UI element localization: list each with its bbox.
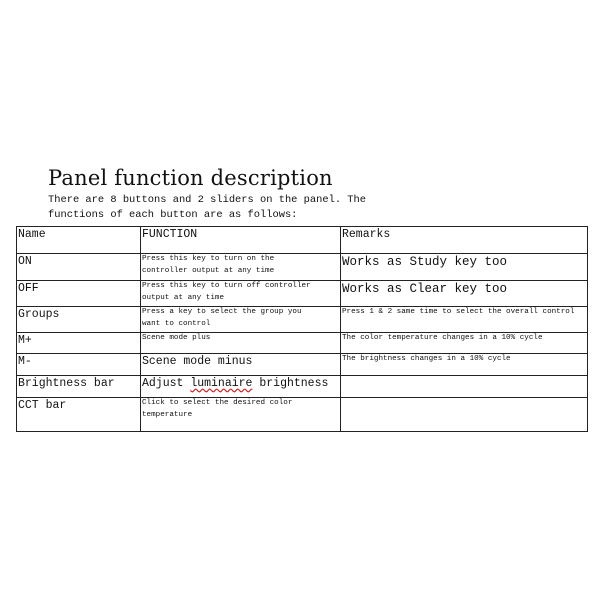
row-remarks: Press 1 & 2 same time to select the overall control bbox=[341, 307, 588, 333]
row-function bbox=[141, 398, 341, 432]
row-remarks: The brightness changes in a 10% cycle bbox=[341, 354, 588, 376]
function-table bbox=[16, 226, 588, 432]
row-name: M- bbox=[17, 354, 141, 376]
function-word: brightness bbox=[259, 377, 329, 390]
function-line: want to control bbox=[142, 319, 211, 328]
table-row bbox=[17, 307, 588, 333]
function-line: controller output at any time bbox=[142, 266, 275, 275]
function-line: Press a key to select the group you bbox=[142, 308, 302, 316]
intro-line-1: There are 8 buttons and 2 sliders on the panel. The bbox=[48, 194, 367, 206]
table-row bbox=[17, 281, 588, 307]
function-word-misspelled: luminaire bbox=[190, 377, 253, 390]
header-remarks: Remarks bbox=[341, 227, 588, 254]
row-remarks bbox=[341, 398, 588, 432]
document-title: Panel function description bbox=[48, 166, 333, 190]
row-function bbox=[141, 376, 341, 398]
function-line: Press this key to turn on the bbox=[142, 255, 275, 263]
function-line: Click to select the desired color bbox=[142, 399, 293, 407]
row-name: Groups bbox=[17, 307, 141, 333]
function-line: output at any time bbox=[142, 293, 225, 302]
row-remarks: Works as Clear key too bbox=[341, 281, 588, 307]
row-name: ON bbox=[17, 254, 141, 281]
table-header-row bbox=[17, 227, 588, 254]
row-function: Scene mode plus bbox=[141, 333, 341, 354]
row-function bbox=[141, 307, 341, 333]
function-line: Press this key to turn off controller bbox=[142, 282, 311, 290]
table-row bbox=[17, 354, 588, 376]
function-word: Adjust bbox=[142, 377, 184, 390]
row-function: Scene mode minus bbox=[141, 354, 341, 376]
row-name: OFF bbox=[17, 281, 141, 307]
header-function: FUNCTION bbox=[141, 227, 341, 254]
row-name: Brightness bar bbox=[17, 376, 141, 398]
intro-paragraph bbox=[48, 193, 408, 222]
table-row bbox=[17, 254, 588, 281]
header-name: Name bbox=[17, 227, 141, 254]
table-row bbox=[17, 333, 588, 354]
table-row bbox=[17, 376, 588, 398]
row-function bbox=[141, 281, 341, 307]
row-name: CCT bar bbox=[17, 398, 141, 432]
row-remarks bbox=[341, 376, 588, 398]
row-remarks: Works as Study key too bbox=[341, 254, 588, 281]
row-function bbox=[141, 254, 341, 281]
row-remarks: The color temperature changes in a 10% cycle bbox=[341, 333, 588, 354]
table-row bbox=[17, 398, 588, 432]
intro-line-2: functions of each button are as follows: bbox=[48, 208, 298, 221]
row-name: M+ bbox=[17, 333, 141, 354]
function-line: temperature bbox=[142, 410, 193, 419]
